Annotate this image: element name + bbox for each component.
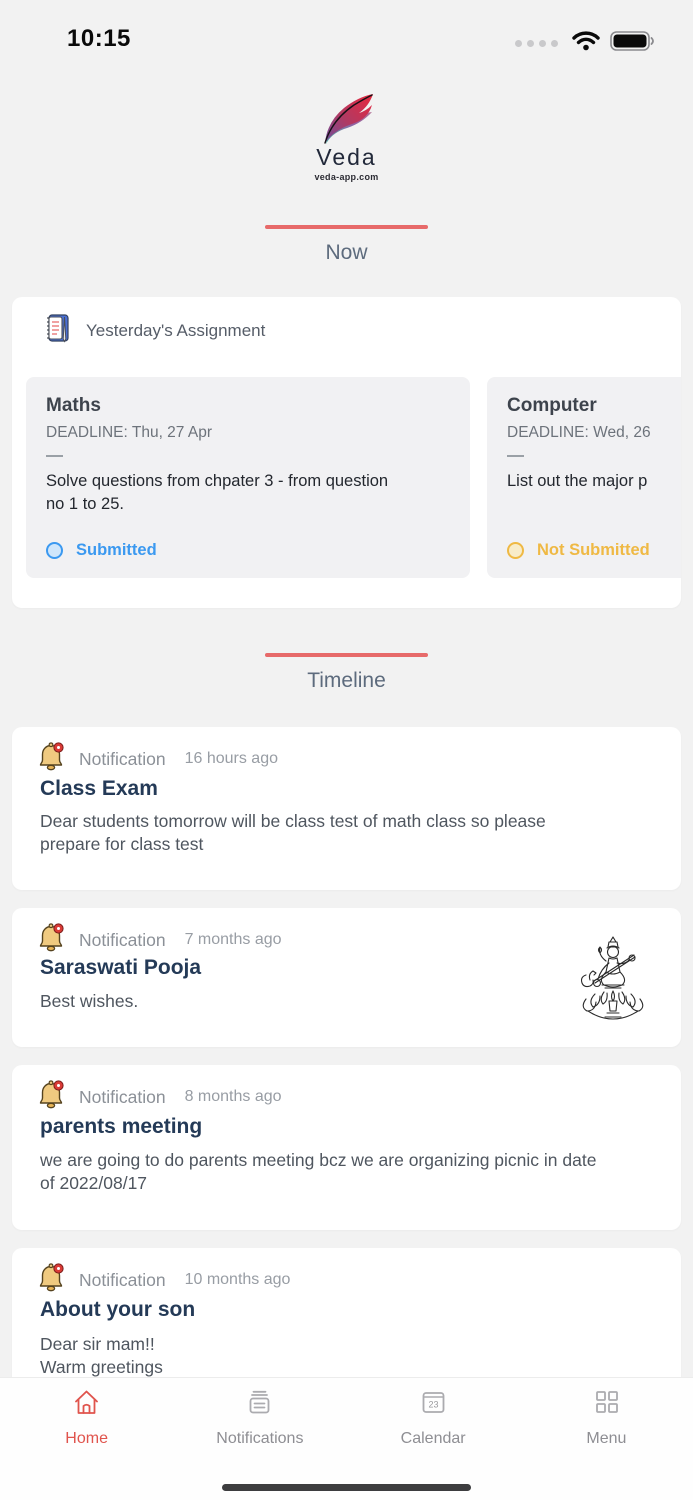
home-indicator-handle[interactable] [222, 1484, 471, 1491]
notification-title: Saraswati Pooja [40, 956, 202, 979]
bell-icon [38, 923, 65, 957]
tab-menu[interactable] [520, 1378, 693, 1448]
tab-menu-label: Menu [586, 1430, 627, 1447]
notification-body-line: Warm greetings [40, 1357, 163, 1377]
assignment-card-maths[interactable] [26, 377, 470, 578]
app-logo [0, 92, 693, 182]
notification-time: 7 months ago [184, 931, 282, 948]
notification-label: Notification [79, 1086, 166, 1107]
assignment-subject: Computer [507, 395, 597, 416]
notification-body: Best wishes. [40, 991, 139, 1011]
assignments-header: Yesterday's Assignment [86, 320, 266, 340]
saraswati-image [576, 933, 650, 1036]
notification-time: 10 months ago [184, 1271, 291, 1288]
notification-label: Notification [79, 748, 166, 769]
tab-notifications[interactable] [173, 1378, 346, 1448]
notebook-pen-icon [44, 313, 71, 348]
now-section-title: Now [325, 241, 368, 264]
assignment-carousel[interactable] [26, 377, 681, 578]
tab-calendar-label: Calendar [400, 1430, 466, 1447]
notification-label: Notification [79, 929, 166, 950]
app-name: Veda [316, 144, 377, 170]
notification-card-saraswati-pooja[interactable] [12, 908, 681, 1047]
battery-icon [610, 30, 655, 57]
veda-feather-logo-icon [0, 92, 693, 148]
bell-icon [38, 1080, 65, 1114]
notification-time: 8 months ago [184, 1088, 282, 1105]
calendar-icon [418, 1399, 449, 1422]
cellular-signal-icon [515, 40, 558, 47]
tab-notifications-label: Notifications [216, 1430, 304, 1447]
bell-icon [38, 742, 65, 776]
notification-time: 16 hours ago [184, 750, 278, 767]
tab-home[interactable] [0, 1378, 173, 1448]
assignment-deadline: DEADLINE: Wed, 26 [507, 424, 651, 441]
assignment-deadline: DEADLINE: Thu, 27 Apr [46, 424, 212, 441]
assignment-card-computer[interactable] [487, 377, 681, 578]
submitted-status-icon [46, 542, 63, 559]
notification-card-parents-meeting[interactable] [12, 1065, 681, 1230]
assignment-description: Solve questions from chpater 3 - from question no 1 to 25. [46, 472, 389, 513]
tab-home-label: Home [65, 1430, 108, 1447]
assignment-divider [46, 455, 63, 457]
notification-body-line: Dear sir mam!! [40, 1334, 155, 1354]
timeline-section-divider [265, 653, 428, 657]
assignment-subject: Maths [46, 395, 101, 416]
yesterdays-assignment-card [12, 297, 681, 608]
notification-label: Notification [79, 1269, 166, 1290]
tab-calendar[interactable] [347, 1378, 520, 1448]
calendar-day-number: 23 [428, 1399, 439, 1410]
not-submitted-status-icon [507, 542, 524, 559]
notifications-icon [244, 1405, 275, 1422]
timeline-section-title: Timeline [307, 669, 386, 692]
notification-body: Dear students tomorrow will be class test of math class so please prepare for class test [40, 811, 546, 855]
now-section-divider [265, 225, 428, 229]
notification-title: parents meeting [40, 1115, 203, 1138]
submitted-status-label: Submitted [76, 541, 157, 559]
notification-body: we are going to do parents meeting bcz we are organizing picnic in date of 2022/08/17 [40, 1150, 597, 1194]
wifi-icon [572, 30, 600, 57]
status-bar [0, 0, 693, 65]
bottom-tab-bar [0, 1377, 693, 1500]
bell-icon [38, 1263, 65, 1297]
notification-title: About your son [40, 1298, 196, 1321]
notification-card-class-exam[interactable] [12, 727, 681, 890]
app-domain: veda-app.com [314, 172, 379, 182]
not-submitted-status-label: Not Submitted [537, 541, 650, 559]
home-icon [71, 1405, 102, 1422]
assignment-divider [507, 455, 524, 457]
notification-title: Class Exam [40, 777, 158, 800]
assignment-description: List out the major p [507, 472, 648, 490]
status-time: 10:15 [67, 25, 131, 52]
menu-grid-icon [591, 1405, 622, 1422]
